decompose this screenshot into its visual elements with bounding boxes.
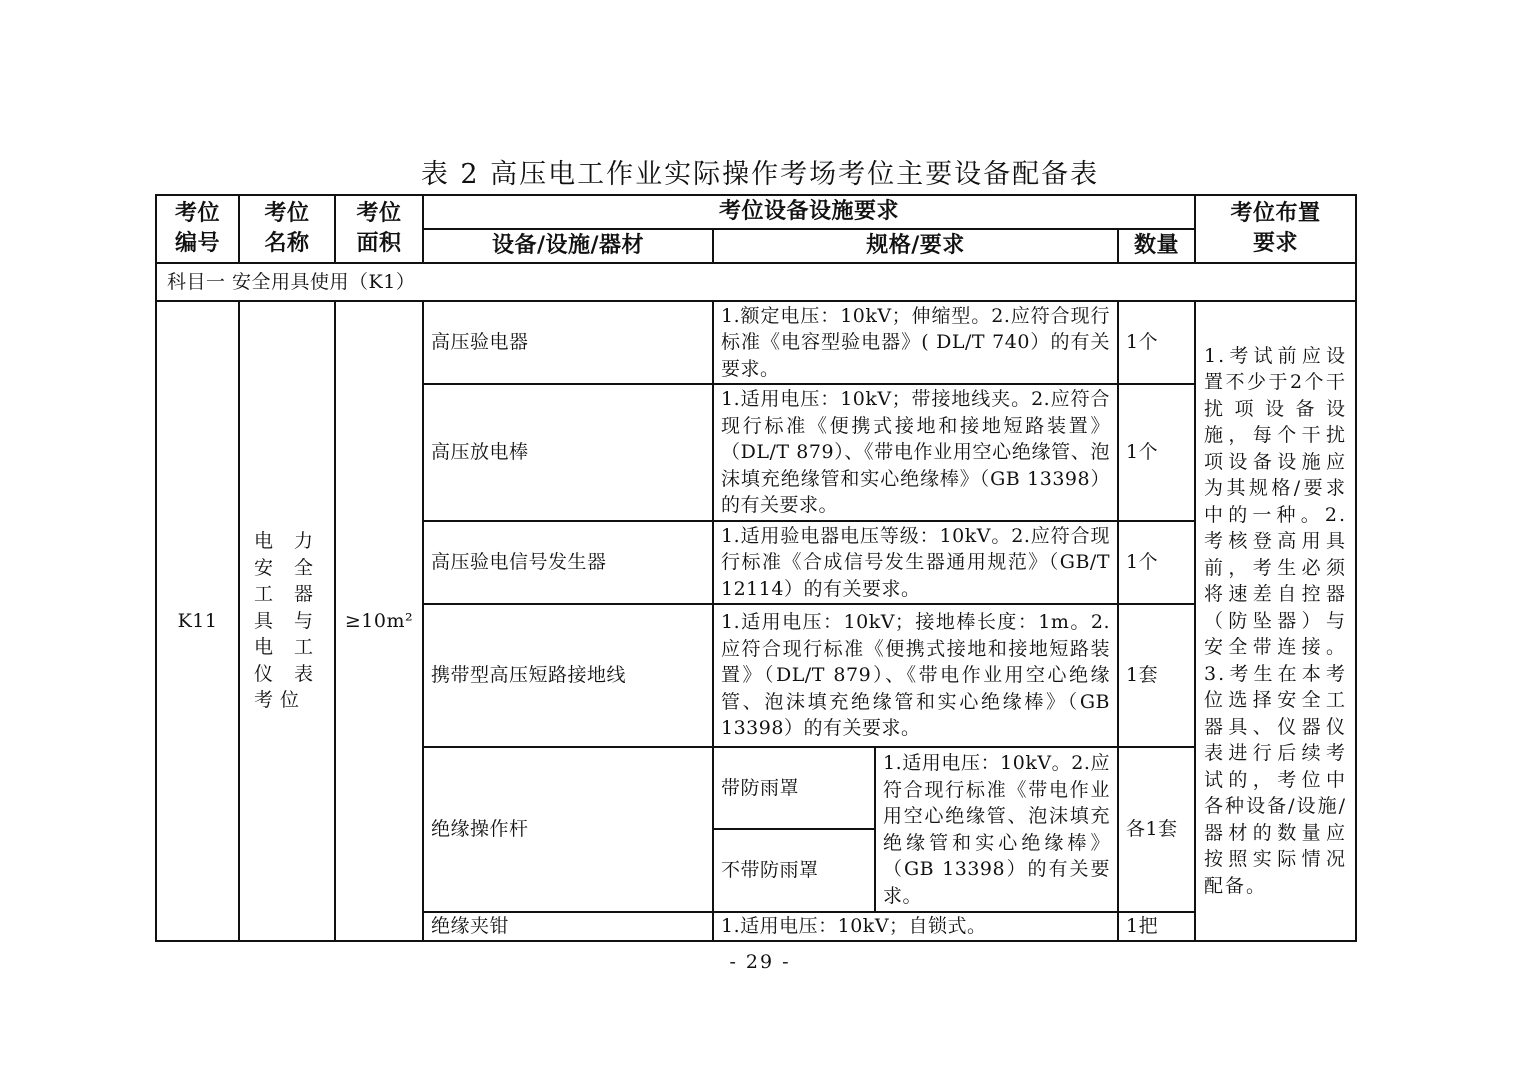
equipment-qty: 1把 [1118,912,1195,941]
header-spec: 规格/要求 [713,229,1118,263]
table-title: 表 2 高压电工作业实际操作考场考位主要设备配备表 [420,159,1100,190]
equipment-name: 绝缘操作杆 [423,747,713,912]
equipment-spec: 1.适用电压：10kV；带接地线夹。2.应符合现行标准《便携式接地和接地短路装置》（DL/T 879）、《带电作业用空心绝缘管、泡沫填充绝缘管和实心绝缘棒》（GB 13398）的有关要求。 [713,384,1118,521]
page-number: - 29 - [729,951,791,973]
station-area: ≥10m² [335,301,423,941]
equipment-spec: 1.适用电压：10kV；接地棒长度：1m。2.应符合现行标准《便携式接地和接地短路装置》（DL/T 879）、《带电作业用空心绝缘管、泡沫填充绝缘管和实心绝缘棒》（GB 13398）的有关要求。 [713,604,1118,747]
equipment-variant: 不带防雨罩 [713,829,875,912]
equipment-qty: 1个 [1118,301,1195,384]
subject-row: 科目一 安全用具使用（K1） [156,263,1356,301]
equipment-qty: 各1套 [1118,747,1195,912]
equipment-name: 高压放电棒 [423,384,713,521]
equipment-qty: 1个 [1118,521,1195,604]
layout-requirements: 1.考试前应设置不少于2个干扰项设备设施，每个干扰项设备设施应为其规格/要求中的一种。2.考核登高用具前，考生必须将速差自控器（防坠器）与安全带连接。3.考生在本考位选择安全工器具、仪器仪表进行后续考试的，考位中各种设备/设施/器材的数量应按照实际情况配备。 [1195,301,1356,941]
station-code: K11 [156,301,239,941]
equipment-table [155,194,1357,942]
header-layout: 考位布置 要求 [1195,195,1356,263]
equipment-qty: 1个 [1118,384,1195,521]
equipment-name: 携带型高压短路接地线 [423,604,713,747]
equipment-spec: 1.适用电压：10kV；自锁式。 [713,912,1118,941]
header-equipment: 设备/设施/器材 [423,229,713,263]
equipment-variant: 带防雨罩 [713,747,875,829]
header-group: 考位设备设施要求 [423,195,1195,229]
equipment-name: 高压验电器 [423,301,713,384]
equipment-name: 高压验电信号发生器 [423,521,713,604]
equipment-spec: 1.额定电压：10kV；伸缩型。2.应符合现行标准《电容型验电器》( DL/T 740）的有关要求。 [713,301,1118,384]
header-area: 考位 面积 [335,195,423,263]
equipment-spec: 1.适用验电器电压等级：10kV。2.应符合现行标准《合成信号发生器通用规范》（GB/T 12114）的有关要求。 [713,521,1118,604]
equipment-name: 绝缘夹钳 [423,912,713,941]
header-qty: 数量 [1118,229,1195,263]
equipment-qty: 1套 [1118,604,1195,747]
header-name: 考位 名称 [239,195,335,263]
station-name: 电力安全工器具与电工仪表考位 [239,301,335,941]
header-code: 考位 编号 [156,195,239,263]
equipment-spec: 1.适用电压：10kV。2.应符合现行标准《带电作业用空心绝缘管、泡沫填充绝缘管和实心绝缘棒》（GB 13398）的有关要求。 [875,747,1118,912]
